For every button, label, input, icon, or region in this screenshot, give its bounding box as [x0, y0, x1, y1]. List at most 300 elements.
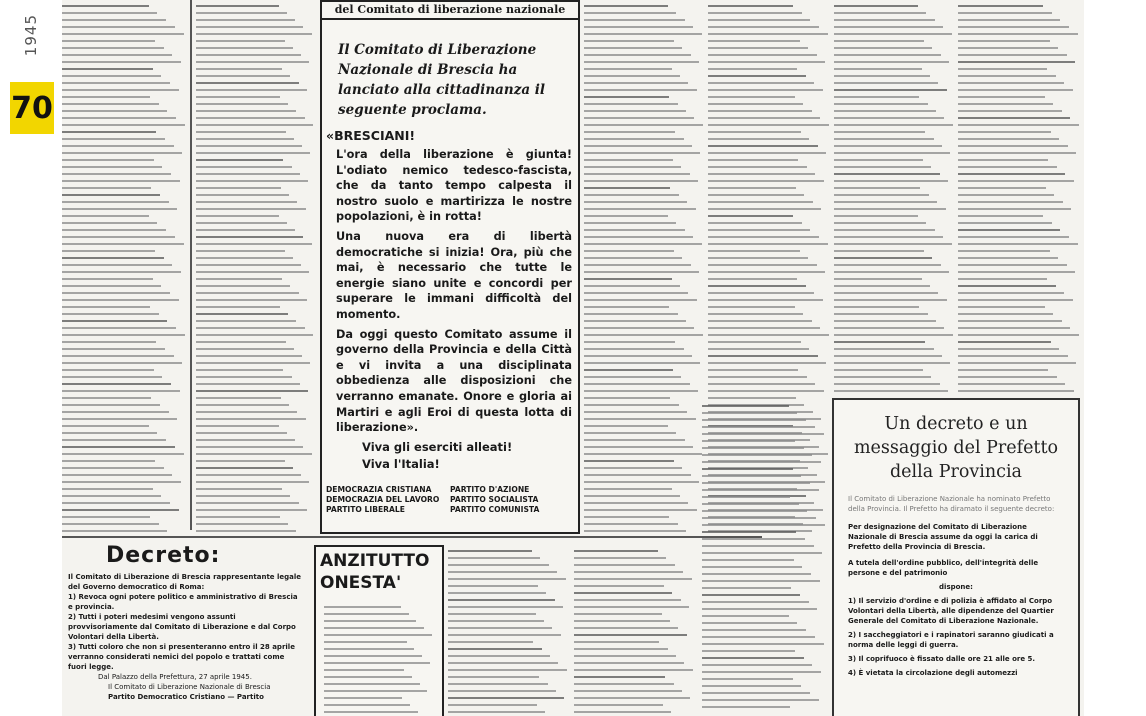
illegible-text-line [834, 215, 918, 217]
illegible-text-line [584, 453, 702, 455]
illegible-text-line [196, 89, 307, 91]
illegible-text-line [958, 355, 1068, 357]
illegible-text-line [196, 341, 286, 343]
illegible-text-line [196, 180, 308, 182]
illegible-text-line [584, 334, 703, 336]
illegible-text-line [834, 75, 930, 77]
illegible-text-line [584, 341, 675, 343]
illegible-text-line [584, 446, 693, 448]
illegible-text-line [62, 173, 171, 175]
illegible-text-line [708, 75, 806, 77]
signatory-right: PARTITO COMUNISTA [450, 504, 540, 514]
illegible-text-line [584, 418, 696, 420]
illegible-text-line [708, 348, 809, 350]
illegible-text-line [62, 222, 157, 224]
illegible-text-line [584, 467, 682, 469]
illegible-text-line [584, 47, 682, 49]
illegible-text-line [62, 89, 179, 91]
illegible-text-line [62, 5, 149, 7]
illegible-text-line [708, 110, 812, 112]
illegible-text-line [834, 82, 938, 84]
illegible-text-line [584, 299, 697, 301]
prefetto-intro: Il Comitato di Liberazione Nazionale ha nominato Prefetto della Provincia. Il Prefetto ha diramato il seguente decreto: [848, 495, 1055, 513]
column-4 [584, 0, 704, 540]
anzitutto-box [314, 545, 444, 716]
year-label: 1945 [22, 14, 40, 57]
illegible-text-line [62, 425, 149, 427]
illegible-text-line [702, 622, 797, 624]
illegible-text-line [448, 613, 536, 615]
illegible-text-line [62, 117, 176, 119]
column-divider [190, 0, 192, 530]
illegible-text-line [196, 355, 302, 357]
column-lower-2 [574, 545, 694, 716]
illegible-text-line [708, 40, 800, 42]
illegible-text-line [324, 620, 416, 622]
illegible-text-line [834, 40, 924, 42]
illegible-text-line [196, 376, 292, 378]
illegible-text-line [196, 82, 299, 84]
anzitutto-title: ANZITUTTO ONESTA' [320, 551, 430, 593]
illegible-text-line [958, 117, 1070, 119]
illegible-text-line [584, 397, 670, 399]
illegible-text-line [62, 530, 167, 532]
illegible-text-line [834, 243, 952, 245]
column-6 [834, 0, 954, 395]
illegible-text-line [62, 397, 151, 399]
illegible-text-line [62, 341, 156, 343]
illegible-text-line [708, 271, 825, 273]
illegible-text-line [708, 47, 808, 49]
illegible-text-line [702, 601, 809, 603]
illegible-text-line [584, 488, 672, 490]
illegible-text-line [834, 327, 944, 329]
illegible-text-line [958, 215, 1043, 217]
signatory-right: PARTITO SOCIALISTA [450, 494, 539, 504]
illegible-text-line [702, 461, 821, 463]
illegible-text-line [62, 250, 155, 252]
illegible-text-line [448, 599, 555, 601]
illegible-text-line [62, 369, 154, 371]
prefetto-item: 2) I saccheggiatori e i rapinatori saranno giudicati a norma delle leggi di guerra. [848, 631, 1054, 649]
illegible-text-line [62, 12, 157, 14]
illegible-text-line [448, 690, 556, 692]
illegible-text-line [62, 383, 171, 385]
illegible-text-line [702, 636, 815, 638]
illegible-text-line [62, 509, 179, 511]
illegible-text-line [196, 194, 289, 196]
illegible-text-line [958, 96, 1045, 98]
illegible-text-line [196, 460, 285, 462]
illegible-text-line [196, 264, 301, 266]
illegible-text-line [834, 376, 931, 378]
illegible-text-line [196, 488, 282, 490]
illegible-text-line [584, 173, 690, 175]
illegible-text-line [958, 89, 1073, 91]
illegible-text-line [196, 397, 281, 399]
illegible-text-line [958, 222, 1052, 224]
illegible-text-line [574, 676, 665, 678]
illegible-text-line [834, 89, 947, 91]
illegible-text-line [574, 690, 682, 692]
illegible-text-line [834, 5, 918, 7]
illegible-text-line [702, 629, 806, 631]
illegible-text-line [324, 683, 420, 685]
illegible-text-line [584, 278, 672, 280]
illegible-text-line [708, 19, 810, 21]
illegible-text-line [702, 482, 810, 484]
illegible-text-line [708, 152, 826, 154]
illegible-text-line [196, 327, 305, 329]
illegible-text-line [574, 634, 687, 636]
illegible-text-line [196, 103, 288, 105]
illegible-text-line [448, 620, 544, 622]
illegible-text-line [448, 557, 540, 559]
illegible-text-line [834, 285, 930, 287]
illegible-text-line [62, 320, 167, 322]
illegible-text-line [584, 159, 673, 161]
illegible-text-line [834, 271, 949, 273]
illegible-text-line [708, 12, 802, 14]
illegible-text-line [196, 474, 301, 476]
illegible-text-line [702, 573, 811, 575]
illegible-text-line [834, 159, 923, 161]
illegible-text-line [702, 657, 804, 659]
illegible-text-line [62, 390, 180, 392]
illegible-text-line [324, 662, 430, 664]
illegible-text-line [324, 711, 418, 713]
illegible-text-line [448, 669, 567, 671]
illegible-text-line [958, 159, 1048, 161]
illegible-text-line [584, 530, 686, 532]
proclamation-paragraph: Da oggi questo Comitato assume il governo della Provincia e della Città e vi invita a una disciplinata obbedienza alle disposizioni che verranno emanate. Onore e gloria ai Martiri e agli Eroi di questa lotta di liberazione». [336, 327, 572, 435]
illegible-text-line [584, 12, 676, 14]
column-2 [196, 0, 314, 540]
illegible-text-line [196, 313, 288, 315]
illegible-text-line [958, 194, 1054, 196]
illegible-text-line [196, 145, 302, 147]
illegible-text-line [62, 299, 179, 301]
illegible-text-line [958, 138, 1059, 140]
illegible-text-line [958, 40, 1050, 42]
illegible-text-line [584, 523, 678, 525]
illegible-text-line [834, 355, 942, 357]
illegible-text-line [708, 397, 796, 399]
illegible-text-line [834, 33, 952, 35]
illegible-text-line [584, 404, 679, 406]
signatory-left: PARTITO LIBERALE [326, 504, 405, 514]
illegible-text-line [448, 578, 566, 580]
illegible-text-line [584, 89, 697, 91]
illegible-text-line [584, 26, 693, 28]
illegible-text-line [584, 243, 702, 245]
anniversary-logo [10, 82, 54, 134]
illegible-text-line [196, 117, 305, 119]
illegible-text-line [702, 545, 814, 547]
illegible-text-line [708, 194, 804, 196]
proclamation-paragraph: Una nuova era di libertà democratiche si inizia! Ora, più che mai, è necessario che tutte le energie siano unite e concordi per superare le immani difficoltà del momento. [336, 229, 572, 321]
illegible-text-line [708, 131, 801, 133]
illegible-text-line [196, 40, 285, 42]
illegible-text-line [196, 243, 312, 245]
illegible-text-line [448, 571, 557, 573]
illegible-text-line [834, 138, 934, 140]
illegible-text-line [834, 348, 934, 350]
illegible-text-line [834, 68, 922, 70]
illegible-text-line [62, 54, 172, 56]
illegible-text-line [958, 26, 1069, 28]
illegible-text-line [62, 236, 175, 238]
illegible-text-line [834, 334, 953, 336]
illegible-text-line [62, 334, 185, 336]
illegible-text-line [62, 201, 169, 203]
illegible-text-line [62, 271, 181, 273]
illegible-text-line [62, 61, 181, 63]
illegible-text-line [702, 412, 797, 414]
illegible-text-line [196, 124, 313, 126]
illegible-text-line [584, 481, 699, 483]
illegible-text-line [708, 369, 798, 371]
illegible-text-line [708, 26, 819, 28]
illegible-text-line [834, 362, 950, 364]
illegible-text-line [834, 194, 929, 196]
illegible-text-line [196, 166, 292, 168]
illegible-text-line [584, 208, 696, 210]
illegible-text-line [574, 585, 664, 587]
signatory-left: DEMOCRAZIA CRISTIANA [326, 484, 432, 494]
illegible-text-line [574, 655, 676, 657]
illegible-text-line [702, 447, 804, 449]
illegible-text-line [958, 110, 1062, 112]
illegible-text-line [62, 96, 150, 98]
illegible-text-line [584, 411, 687, 413]
illegible-text-line [196, 173, 300, 175]
proclamation-paragraph: L'ora della liberazione è giunta! L'odiato nemico tedesco-fascista, che da tanto tempo calpesta il nostro suolo e martirizza le nostre popolazioni, è in rotta! [336, 148, 572, 224]
illegible-text-line [834, 236, 943, 238]
illegible-text-line [584, 425, 668, 427]
illegible-text-line [62, 523, 159, 525]
illegible-text-line [196, 306, 280, 308]
illegible-text-line [584, 271, 699, 273]
illegible-text-line [196, 47, 293, 49]
illegible-text-line [708, 82, 814, 84]
illegible-text-line [584, 320, 686, 322]
illegible-text-line [62, 103, 159, 105]
illegible-text-line [196, 292, 299, 294]
illegible-text-line [702, 440, 795, 442]
illegible-text-line [834, 124, 953, 126]
decreto-signature: Il Comitato di Liberazione Nazionale di Brescia [108, 683, 271, 691]
illegible-text-line [702, 531, 796, 533]
illegible-text-line [834, 173, 940, 175]
illegible-text-line [324, 690, 427, 692]
illegible-text-line [62, 257, 164, 259]
illegible-text-line [958, 383, 1065, 385]
illegible-text-line [702, 559, 794, 561]
illegible-text-line [702, 433, 824, 435]
illegible-text-line [584, 285, 680, 287]
decreto-line: 1) Revoca ogni potere politico e amministrativo di Brescia e provincia. [68, 593, 298, 611]
illegible-text-line [708, 390, 824, 392]
illegible-text-line [584, 313, 678, 315]
illegible-text-line [584, 229, 685, 231]
illegible-text-line [62, 19, 166, 21]
illegible-text-line [958, 278, 1047, 280]
illegible-text-line [62, 306, 150, 308]
illegible-text-line [62, 327, 176, 329]
illegible-text-line [708, 355, 818, 357]
illegible-text-line [958, 166, 1057, 168]
illegible-text-line [958, 348, 1059, 350]
illegible-text-line [702, 468, 793, 470]
illegible-text-line [324, 641, 407, 643]
illegible-text-line [62, 355, 174, 357]
illegible-text-line [448, 592, 546, 594]
illegible-text-line [584, 75, 680, 77]
illegible-text-line [196, 348, 294, 350]
illegible-text-line [62, 376, 162, 378]
illegible-text-line [958, 236, 1069, 238]
illegible-text-line [324, 634, 432, 636]
illegible-text-line [448, 627, 552, 629]
illegible-text-line [574, 599, 681, 601]
illegible-text-line [196, 201, 297, 203]
illegible-text-line [196, 187, 281, 189]
illegible-text-line [574, 662, 684, 664]
illegible-text-line [584, 33, 702, 35]
illegible-text-line [584, 166, 681, 168]
illegible-text-line [448, 550, 532, 552]
illegible-text-line [448, 704, 537, 706]
illegible-text-line [834, 187, 920, 189]
illegible-text-line [708, 222, 802, 224]
illegible-text-line [834, 264, 941, 266]
illegible-text-line [708, 243, 828, 245]
illegible-text-line [584, 187, 670, 189]
proclamation-intro: Il Comitato di Liberazione Nazionale di Brescia ha lanciato alla cittadinanza il seguente proclama. [338, 42, 546, 118]
illegible-text-line [62, 33, 184, 35]
illegible-text-line [448, 662, 558, 664]
illegible-text-line [702, 405, 789, 407]
illegible-text-line [196, 159, 283, 161]
illegible-text-line [702, 685, 801, 687]
illegible-text-line [834, 103, 928, 105]
illegible-text-line [62, 348, 165, 350]
decreto-line: 2) Tutti i poteri medesimi vengono assunti provvisoriamente dal Comitato di Liberazione e dal Corpo Volontari della Libertà. [68, 613, 296, 641]
illegible-text-line [62, 131, 156, 133]
illegible-text-line [62, 453, 184, 455]
illegible-text-line [196, 5, 279, 7]
illegible-text-line [584, 54, 691, 56]
section-divider [62, 536, 762, 538]
illegible-text-line [584, 194, 679, 196]
illegible-text-line [62, 187, 151, 189]
illegible-text-line [834, 369, 923, 371]
illegible-text-line [958, 390, 1074, 392]
illegible-text-line [62, 488, 153, 490]
illegible-text-line [834, 320, 936, 322]
illegible-text-line [708, 320, 812, 322]
illegible-text-line [196, 362, 310, 364]
illegible-text-line [834, 257, 932, 259]
illegible-text-line [584, 355, 692, 357]
illegible-text-line [62, 138, 165, 140]
illegible-text-line [584, 383, 690, 385]
illegible-text-line [62, 313, 159, 315]
illegible-text-line [584, 376, 681, 378]
illegible-text-line [62, 481, 181, 483]
illegible-text-line [958, 152, 1076, 154]
illegible-text-line [196, 68, 282, 70]
illegible-text-line [574, 564, 675, 566]
illegible-text-line [324, 655, 422, 657]
illegible-text-line [584, 509, 697, 511]
illegible-text-line [584, 180, 698, 182]
illegible-text-line [62, 243, 184, 245]
illegible-text-line [574, 557, 666, 559]
illegible-text-line [196, 432, 287, 434]
illegible-text-line [574, 550, 658, 552]
illegible-text-line [196, 271, 309, 273]
illegible-text-line [584, 306, 669, 308]
illegible-text-line [584, 369, 673, 371]
illegible-text-line [196, 404, 289, 406]
illegible-text-line [708, 285, 806, 287]
illegible-text-line [702, 475, 801, 477]
illegible-text-line [448, 697, 564, 699]
illegible-text-line [708, 96, 795, 98]
illegible-text-line [708, 362, 826, 364]
illegible-text-line [958, 145, 1068, 147]
illegible-text-line [834, 306, 919, 308]
illegible-text-line [584, 103, 678, 105]
illegible-text-line [834, 117, 944, 119]
illegible-text-line [834, 390, 948, 392]
illegible-text-line [958, 103, 1053, 105]
decreto-body [68, 572, 304, 702]
illegible-text-line [958, 124, 1079, 126]
illegible-text-line [708, 250, 800, 252]
illegible-text-line [196, 278, 282, 280]
illegible-text-line [708, 306, 795, 308]
illegible-text-line [834, 208, 946, 210]
illegible-text-line [708, 145, 818, 147]
illegible-text-line [708, 264, 817, 266]
illegible-text-line [834, 278, 922, 280]
proclamation-header: del Comitato di liberazione nazionale [322, 2, 578, 20]
illegible-text-line [708, 383, 815, 385]
signatory-left: DEMOCRAZIA DEL LAVORO [326, 494, 440, 504]
illegible-text-line [708, 278, 797, 280]
proclamation-box [320, 0, 580, 534]
illegible-text-line [584, 138, 684, 140]
illegible-text-line [196, 61, 309, 63]
illegible-text-line [708, 103, 803, 105]
illegible-text-line [708, 292, 814, 294]
illegible-text-line [958, 47, 1058, 49]
illegible-text-line [708, 215, 793, 217]
illegible-text-line [62, 229, 166, 231]
illegible-text-line [834, 12, 926, 14]
illegible-text-line [196, 26, 303, 28]
illegible-text-line [958, 208, 1071, 210]
illegible-text-line [196, 96, 280, 98]
illegible-text-line [584, 516, 669, 518]
illegible-text-line [62, 446, 175, 448]
decreto-date: Dal Palazzo della Prefettura, 27 aprile 1945. [98, 673, 252, 681]
illegible-text-line [834, 383, 940, 385]
illegible-text-line [708, 334, 829, 336]
